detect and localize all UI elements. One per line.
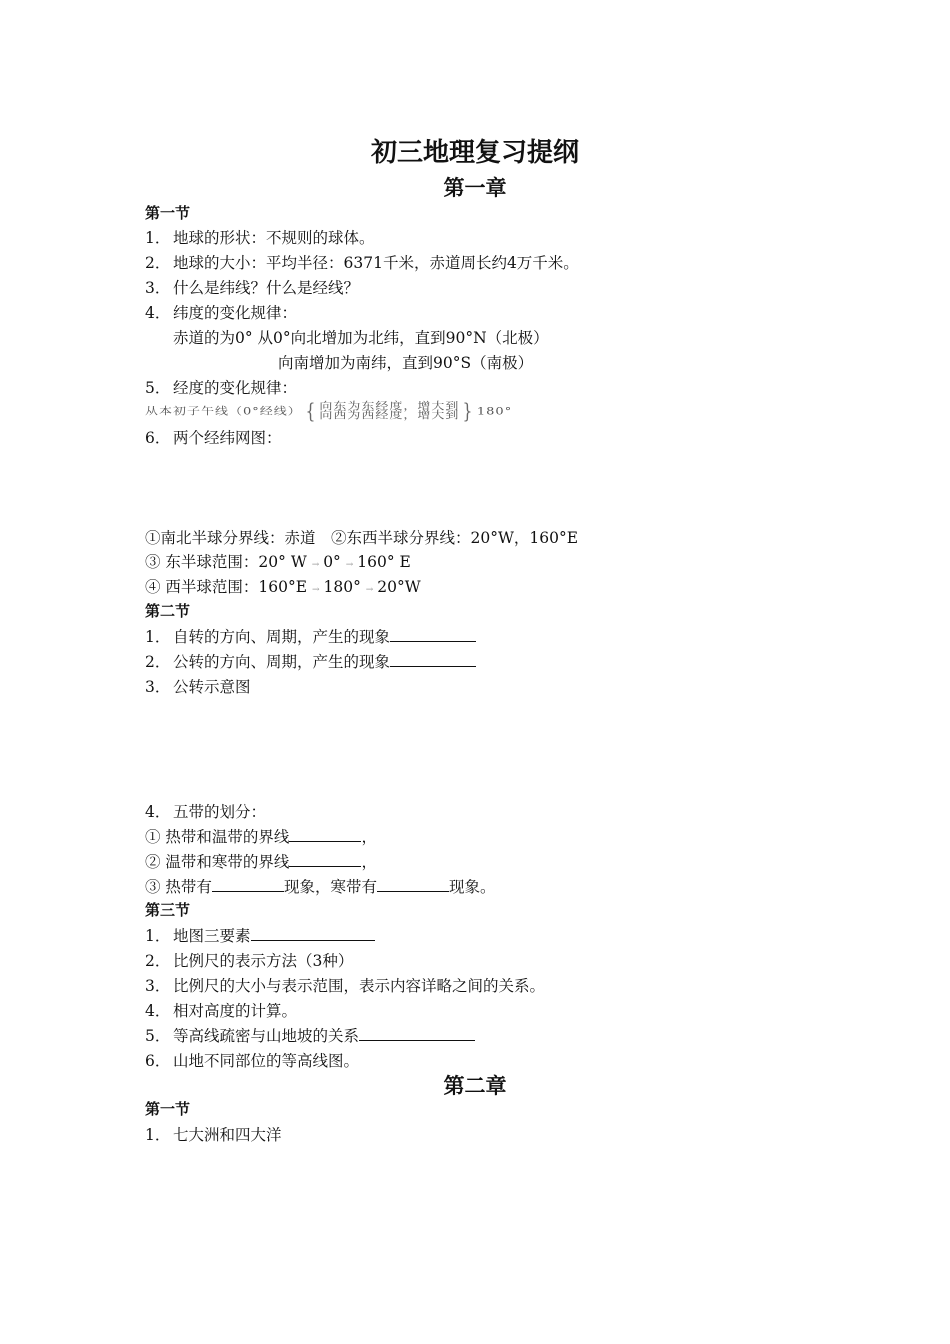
list-item [145,650,476,672]
range-start: ④ 西半球范围：160°E [145,578,308,596]
list-item [145,949,353,971]
arrow-icon: → [312,585,319,595]
item-punct: ， [361,853,377,871]
answer-blank [390,626,476,642]
item-text: 经度的变化规律： [173,379,298,397]
item-number: 1． [145,1126,171,1144]
longitude-rule-branches [319,402,459,421]
latitude-rule-south: 向南增加为南纬，直到90°S（南极） [278,354,534,372]
item-text: 公转的方向、周期，产生的现象 [173,653,391,671]
answer-blank [359,1025,475,1041]
arrow-icon: → [311,560,319,570]
item-text: 自转的方向、周期，产生的现象 [173,628,391,646]
list-item [145,850,377,872]
section-heading: 第三节 [145,901,191,919]
arrow-icon: → [345,560,353,570]
item-number: 6． [145,429,171,447]
answer-blank [251,925,375,941]
answer-blank [289,826,361,842]
item-text: ① 热带和温带的界线 [145,828,290,846]
list-item [145,1123,282,1145]
longitude-rule-scan [145,400,512,423]
answer-blank [212,876,284,892]
item-number: 3． [145,977,171,995]
item-number: 4． [145,1002,171,1020]
section-heading: 第一节 [145,204,191,222]
item-number: 5． [145,379,171,397]
longitude-rule-origin: 从本初子午线（0°经线） [145,405,302,418]
item-text: 地图三要素 [173,927,251,945]
western-hemisphere-range [145,575,421,597]
range-end: 20°W [377,578,421,596]
item-text: 地球的形状：不规则的球体。 [173,229,375,247]
item-number: 1． [145,927,171,945]
item-number: 4． [145,803,171,821]
item-text: 公转示意图 [173,678,251,696]
item-text: 现象。 [448,878,496,896]
list-item [145,924,375,946]
hemisphere-boundaries: ①南北半球分界线：赤道 ②东西半球分界线：20°W，160°E [145,529,579,547]
item-number: 1． [145,628,171,646]
item-punct: ， [361,828,377,846]
list-item [145,1024,475,1046]
longitude-rule-west: 向西为西经度，增大到 [319,410,460,422]
item-number: 3． [145,279,171,297]
item-text: 两个经纬网图： [173,429,282,447]
answer-blank [390,651,476,667]
chapter-2-heading: 第二章 [443,1074,507,1098]
arrow-icon: → [365,585,373,595]
item-number: 1． [145,229,171,247]
list-item [145,999,297,1021]
item-text: 山地不同部位的等高线图。 [173,1052,360,1070]
range-start: ③ 东半球范围：20° W [145,553,307,571]
list-item [145,276,359,298]
item-number: 3． [145,678,171,696]
list-item [145,1049,359,1071]
section-heading: 第二节 [145,602,191,620]
item-text: 现象，寒带有 [283,878,377,896]
list-item [145,526,578,548]
item-number: 2． [145,254,171,272]
item-text: 等高线疏密与山地坡的关系 [173,1027,360,1045]
list-item [145,226,375,248]
item-text: 七大洲和四大洋 [173,1126,282,1144]
item-number: 2． [145,653,171,671]
list-item [145,875,495,897]
longitude-rule-east: 向东为东经度，增大到 [319,400,460,413]
item-text: 比例尺的大小与表示范围，表示内容详略之间的关系。 [173,977,546,995]
item-text: ③ 热带有 [145,878,212,896]
eastern-hemisphere-range [145,550,411,572]
list-item [145,825,377,847]
list-item [145,301,297,323]
list-item [145,800,266,822]
item-text: ② 温带和寒带的界线 [145,853,290,871]
latitude-rule-north: 赤道的为0° 从0°向北增加为北纬，直到90°N（北极） [173,329,549,347]
list-item [145,675,251,697]
range-end: 160° E [357,553,411,571]
item-number: 2． [145,952,171,970]
list-item [145,426,282,448]
brace-icon: { [305,400,316,424]
item-text: 比例尺的表示方法（3种） [173,952,354,970]
answer-blank [377,876,449,892]
item-text: 相对高度的计算。 [173,1002,298,1020]
longitude-rule-max: 180° [476,405,513,418]
document-title: 初三地理复习提纲 [370,138,579,168]
item-number: 6． [145,1052,171,1070]
list-item [145,251,579,273]
range-mid: 0° [323,553,341,571]
item-number: 4． [145,304,171,322]
list-item [145,376,297,398]
answer-blank [289,851,361,867]
item-text: 五带的划分： [173,803,267,821]
item-text: 什么是纬线？什么是经线？ [173,279,360,297]
chapter-1-heading: 第一章 [443,176,507,200]
brace-icon: } [462,400,474,424]
item-number: 5． [145,1027,171,1045]
list-item [145,974,545,996]
section-heading: 第一节 [145,1100,191,1118]
item-text: 地球的大小：平均半径：6371千米，赤道周长约4万千米。 [173,254,579,272]
item-text: 纬度的变化规律： [173,304,298,322]
range-mid: 180° [323,578,361,596]
list-item [145,625,476,647]
